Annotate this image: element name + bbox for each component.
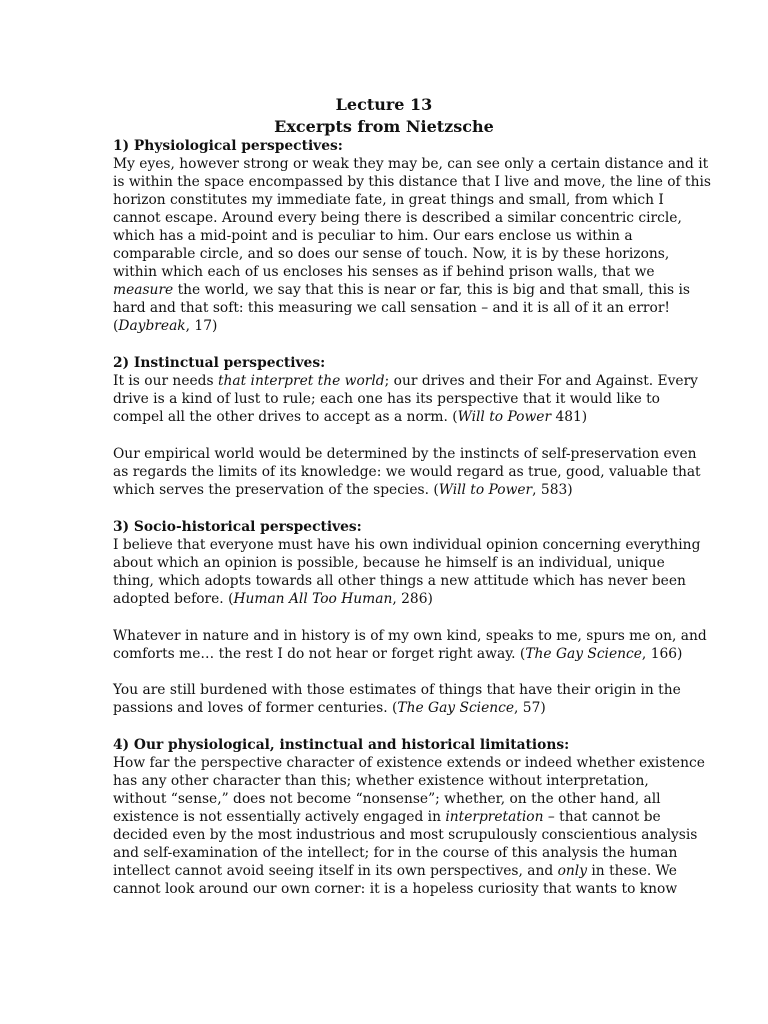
paragraph-line <box>113 281 690 299</box>
book-title: Will to Power <box>457 409 552 425</box>
paragraph-line: decided even by the most industrious and most scrupulously conscientious analysis <box>113 827 698 843</box>
paragraph-line: horizon constitutes my immediate fate, in great things and small, from which I <box>113 192 664 208</box>
text-run: , 57) <box>514 700 546 716</box>
emphasis: that interpret the world <box>217 373 385 389</box>
book-title: Human All Too Human <box>233 591 393 607</box>
paragraph-line: hard and that soft: this measuring we call sensation – and it is all of it an error! <box>113 300 670 316</box>
section-heading-socio-historical: 3) Socio-historical perspectives: <box>113 519 362 535</box>
section-heading-instinctual: 2) Instinctual perspectives: <box>113 355 326 371</box>
text-run: compel all the other drives to accept as a norm. ( <box>113 409 458 425</box>
paragraph-line <box>113 699 546 717</box>
paragraph-line <box>113 590 433 608</box>
paragraph-line: about which an opinion is possible, because he himself is an individual, unique <box>113 555 665 571</box>
text-run: , 166) <box>641 646 683 662</box>
text-run: , 17) <box>185 318 218 334</box>
paragraph-line: You are still burdened with those estimates of things that have their origin in the <box>113 682 681 698</box>
paragraph-line <box>113 645 682 663</box>
text-run: existence is not essentially actively engaged in <box>113 809 446 825</box>
paragraph-line <box>113 372 698 390</box>
paragraph-line <box>113 808 661 826</box>
paragraph-line: and self-examination of the intellect; for in the course of this analysis the human <box>113 845 678 861</box>
text-run: It is our needs <box>113 373 218 389</box>
book-title: The Gay Science <box>525 646 642 662</box>
paragraph-line: drive is a kind of lust to rule; each one has its perspective that it would like to <box>113 391 660 407</box>
section-heading-physiological: 1) Physiological perspectives: <box>113 138 343 154</box>
paragraph-line <box>113 408 587 426</box>
book-title: Will to Power <box>438 482 533 498</box>
paragraph-line: thing, which adopts towards all other things a new attitude which has never been <box>113 573 686 589</box>
paragraph-line: has any other character than this; whether existence without interpretation, <box>113 773 649 789</box>
section-heading-limitations: 4) Our physiological, instinctual and historical limitations: <box>113 737 570 753</box>
paragraph-line: How far the perspective character of existence extends or indeed whether existence <box>113 755 705 771</box>
text-run: , 583) <box>532 482 573 498</box>
text-run: 481) <box>551 409 588 425</box>
text-run: which serves the preservation of the species. ( <box>113 482 439 498</box>
lecture-title: Lecture 13 <box>335 95 433 114</box>
paragraph-line: cannot escape. Around every being there is described a similar concentric circle, <box>113 210 682 226</box>
paragraph-line: Our empirical world would be determined by the instincts of self-preservation even <box>113 446 697 462</box>
text-run: , 286) <box>392 591 433 607</box>
paragraph-line: comparable circle, and so does our sense of touch. Now, it is by these horizons, <box>113 246 670 262</box>
paragraph-line <box>113 481 573 499</box>
emphasis: measure <box>113 282 174 298</box>
paragraph-line: My eyes, however strong or weak they may be, can see only a certain distance and it <box>113 156 709 172</box>
text-run: adopted before. ( <box>113 591 234 607</box>
text-run: ( <box>113 318 119 334</box>
paragraph-line: which has a mid-point and is peculiar to him. Our ears enclose us within a <box>113 228 633 244</box>
text-run: the world, we say that this is near or far, this is big and that small, this is <box>173 282 690 298</box>
emphasis: only <box>557 863 587 879</box>
book-title: The Gay Science <box>397 700 515 716</box>
paragraph-line: within which each of us encloses his senses as if behind prison walls, that we <box>113 264 655 280</box>
paragraph-line: cannot look around our own corner: it is a hopeless curiosity that wants to know <box>113 881 678 897</box>
book-title: Daybreak <box>118 318 186 334</box>
text-run: passions and loves of former centuries. ( <box>113 700 398 716</box>
text-run: intellect cannot avoid seeing itself in its own perspectives, and <box>113 863 558 879</box>
lecture-subtitle: Excerpts from Nietzsche <box>274 117 494 136</box>
text-run: ; our drives and their For and Against. Every <box>384 373 698 389</box>
emphasis: interpretation <box>445 809 544 825</box>
text-run: – that cannot be <box>543 809 661 825</box>
text-run: in these. We <box>587 863 677 879</box>
paragraph-line: Whatever in nature and in history is of my own kind, speaks to me, spurs me on, and <box>113 628 707 644</box>
paragraph-line: is within the space encompassed by this distance that I live and move, the line of this <box>113 174 711 190</box>
paragraph-line: as regards the limits of its knowledge: we would regard as true, good, valuable that <box>113 464 701 480</box>
text-run: comforts me… the rest I do not hear or forget right away. ( <box>113 646 526 662</box>
citation-line <box>113 317 217 335</box>
paragraph-line: without “sense,” does not become “nonsense”; whether, on the other hand, all <box>113 791 661 807</box>
paragraph-line <box>113 862 677 880</box>
paragraph-line: I believe that everyone must have his own individual opinion concerning everything <box>113 537 701 553</box>
